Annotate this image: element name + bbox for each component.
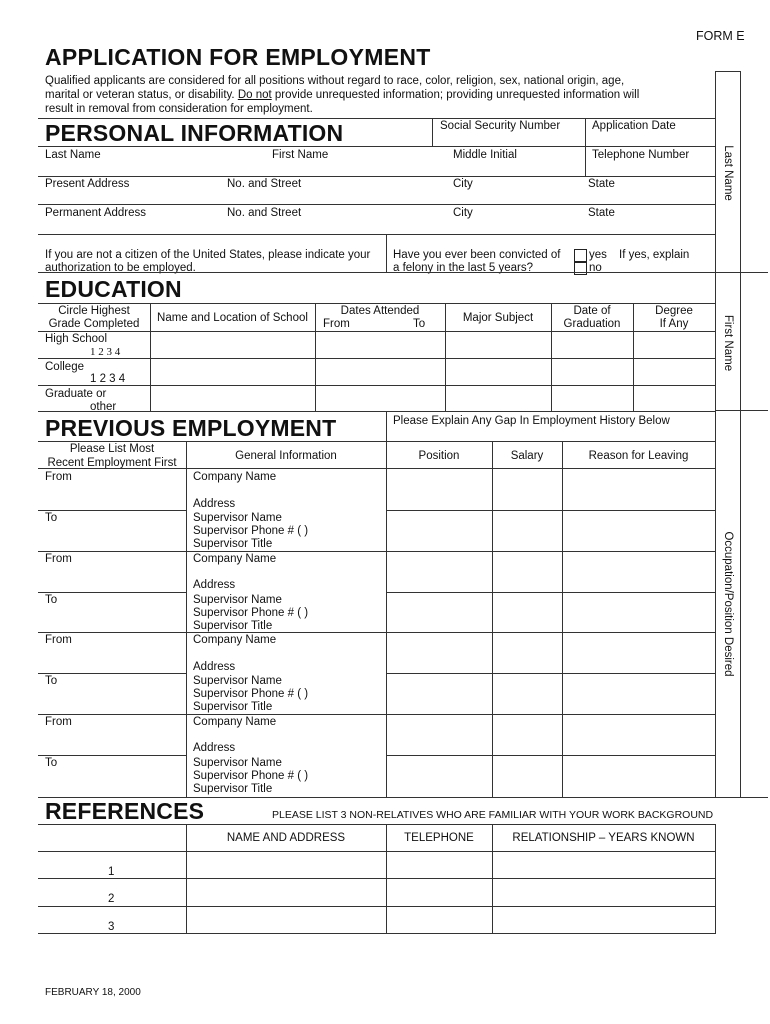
emp4-supervisor-title: Supervisor Title <box>193 783 273 795</box>
emp3-address: Address <box>193 661 236 673</box>
ref-row-3: 3 <box>108 921 115 933</box>
gap-note: Please Explain Any Gap In Employment History Below <box>393 415 670 427</box>
do-not-underlined: Do not <box>237 89 272 101</box>
emp3-supervisor-name: Supervisor Name <box>193 675 282 687</box>
felony-yes-checkbox[interactable] <box>574 249 587 262</box>
edu-col-school: Name and Location of School <box>157 312 308 324</box>
edu-col-grade-2: Grade Completed <box>48 318 140 330</box>
emp-col-list-1: Please List Most <box>69 443 155 455</box>
intro-line-3: result in removal from consideration for employment. <box>45 103 313 115</box>
edu-col-grad-1: Date of <box>573 305 611 317</box>
emp1-supervisor-phone: Supervisor Phone # ( ) <box>193 525 309 537</box>
page-title: APPLICATION FOR EMPLOYMENT <box>45 44 431 70</box>
edu-row-high-school: High School <box>45 333 108 345</box>
present-city-label: City <box>453 178 473 190</box>
emp2-supervisor-title: Supervisor Title <box>193 620 273 632</box>
emp4-supervisor-name: Supervisor Name <box>193 757 282 769</box>
ref-row-2: 2 <box>108 893 115 905</box>
emp-col-position: Position <box>418 450 460 462</box>
ref-col-relationship: RELATIONSHIP – YEARS KNOWN <box>512 832 695 844</box>
emp3-from: From <box>45 634 72 646</box>
emp2-supervisor-phone: Supervisor Phone # ( ) <box>193 607 309 619</box>
education-heading: EDUCATION <box>45 276 182 302</box>
permanent-street-label: No. and Street <box>227 207 302 219</box>
permanent-address-label: Permanent Address <box>45 207 147 219</box>
emp2-address: Address <box>193 579 236 591</box>
emp2-company: Company Name <box>193 553 277 565</box>
emp3-company: Company Name <box>193 634 277 646</box>
permanent-state-label: State <box>588 207 615 219</box>
present-address-label: Present Address <box>45 178 130 190</box>
emp4-company: Company Name <box>193 716 277 728</box>
edu-col-grade-1: Circle Highest <box>58 305 130 317</box>
references-note: PLEASE LIST 3 NON-RELATIVES WHO ARE FAMILIAR WITH YOUR WORK BACKGROUND <box>272 809 714 821</box>
emp1-from: From <box>45 471 72 483</box>
emp1-company: Company Name <box>193 471 277 483</box>
edu-row-graduate: Graduate or <box>45 388 107 400</box>
edu-col-degree-2: If Any <box>659 318 689 330</box>
felony-no-checkbox[interactable] <box>574 262 587 275</box>
edu-col-dates: Dates Attended <box>340 305 420 317</box>
yes-label: yes <box>589 249 607 261</box>
emp3-supervisor-title: Supervisor Title <box>193 701 273 713</box>
emp3-to: To <box>45 675 58 687</box>
telephone-label: Telephone Number <box>592 149 690 161</box>
edu-col-degree-1: Degree <box>655 305 693 317</box>
edu-col-from: From <box>323 318 350 330</box>
emp2-to: To <box>45 594 58 606</box>
middle-initial-label: Middle Initial <box>453 149 517 161</box>
edu-college-grades: 1 2 3 4 <box>90 373 126 385</box>
ref-row-1: 1 <box>108 866 115 878</box>
felony-question-2: a felony in the last 5 years? <box>393 262 533 274</box>
permanent-city-label: City <box>453 207 473 219</box>
edu-col-grad-2: Graduation <box>563 318 621 330</box>
form-code: FORM E <box>696 29 745 43</box>
side-label-occupation: Occupation/Position Desired <box>722 531 734 677</box>
edu-col-major: Major Subject <box>462 312 534 324</box>
edu-high-school-grades: 1 2 3 4 <box>90 346 121 358</box>
side-label-first-name: First Name <box>722 314 734 372</box>
emp-col-salary: Salary <box>510 450 544 462</box>
emp1-supervisor-title: Supervisor Title <box>193 538 273 550</box>
personal-heading: PERSONAL INFORMATION <box>45 120 344 146</box>
ref-col-name: NAME AND ADDRESS <box>226 832 346 844</box>
emp1-supervisor-name: Supervisor Name <box>193 512 282 524</box>
edu-col-to: To <box>413 318 426 330</box>
emp4-to: To <box>45 757 58 769</box>
emp4-address: Address <box>193 742 236 754</box>
employment-heading: PREVIOUS EMPLOYMENT <box>45 415 337 441</box>
emp4-from: From <box>45 716 72 728</box>
ssn-label: Social Security Number <box>440 120 561 132</box>
emp2-supervisor-name: Supervisor Name <box>193 594 282 606</box>
application-date-label: Application Date <box>592 120 676 132</box>
present-state-label: State <box>588 178 615 190</box>
edu-row-graduate-2: other <box>90 401 117 413</box>
last-name-label: Last Name <box>45 149 101 161</box>
ref-col-phone: TELEPHONE <box>404 832 474 844</box>
side-label-last-name: Last Name <box>722 145 734 201</box>
emp3-supervisor-phone: Supervisor Phone # ( ) <box>193 688 309 700</box>
if-yes-explain-label: If yes, explain <box>619 249 690 261</box>
footer-date: FEBRUARY 18, 2000 <box>45 987 141 998</box>
present-street-label: No. and Street <box>227 178 302 190</box>
intro-line-1: Qualified applicants are considered for all positions without regard to race, color, religion, sex, national origin, age, <box>45 75 625 87</box>
emp-col-list-2: Recent Employment First <box>47 457 177 469</box>
edu-row-college: College <box>45 361 84 373</box>
first-name-label: First Name <box>272 149 329 161</box>
citizen-question-2: authorization to be employed. <box>45 262 196 274</box>
emp4-supervisor-phone: Supervisor Phone # ( ) <box>193 770 309 782</box>
emp1-to: To <box>45 512 58 524</box>
emp2-from: From <box>45 553 72 565</box>
felony-question-1: Have you ever been convicted of <box>393 249 561 261</box>
no-label: no <box>589 262 602 274</box>
citizen-question-1: If you are not a citizen of the United States, please indicate your <box>45 249 371 261</box>
intro-line-2: marital or veteran status, or disability. Do not provide unrequested information; providing unrequested information will <box>45 89 640 101</box>
emp1-address: Address <box>193 498 236 510</box>
emp-col-reason: Reason for Leaving <box>588 450 689 462</box>
references-heading: REFERENCES <box>45 798 205 824</box>
emp-col-general: General Information <box>235 450 337 462</box>
